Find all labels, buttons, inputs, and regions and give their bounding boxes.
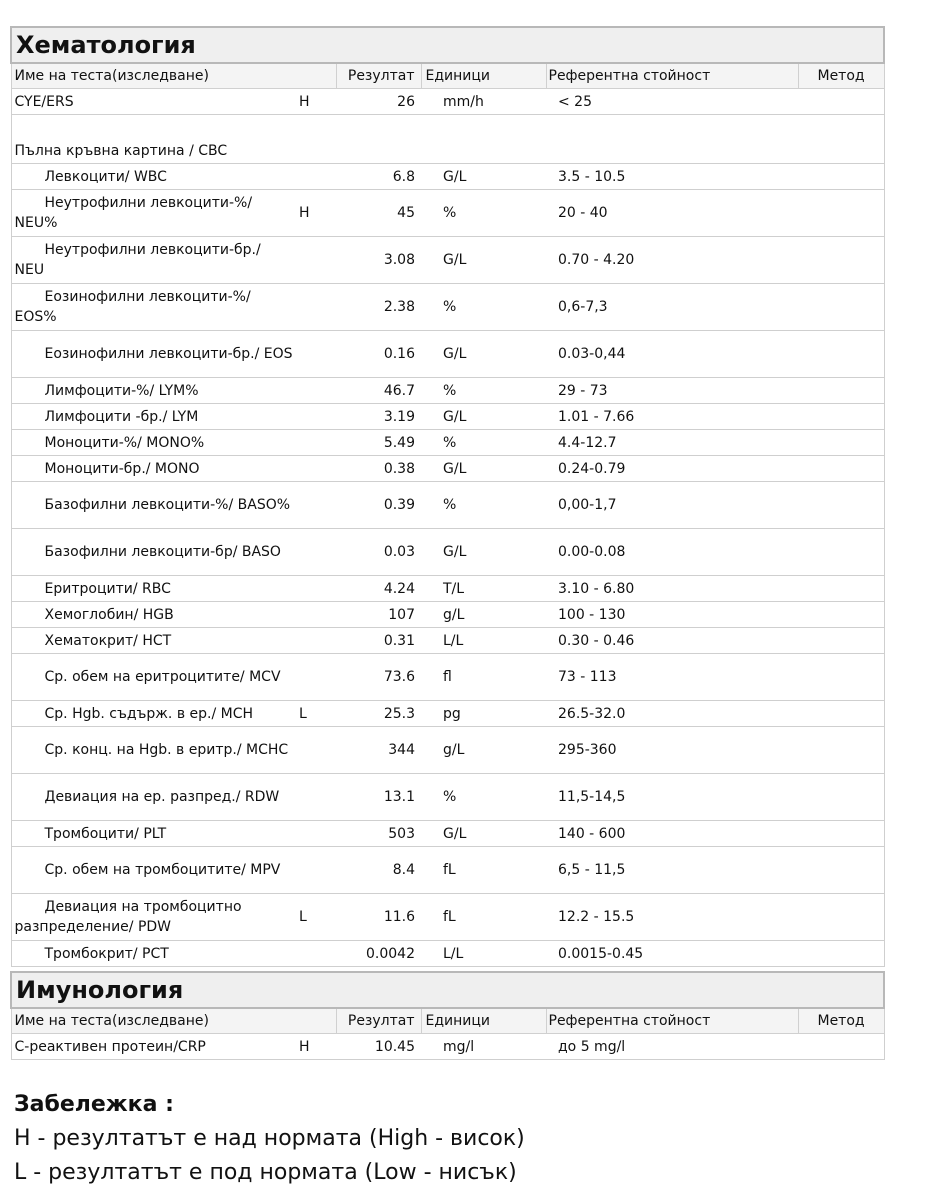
result-flag bbox=[296, 602, 336, 628]
result-units: G/L bbox=[421, 529, 546, 576]
section-title: Имунология bbox=[11, 972, 884, 1008]
test-name: Девиация на тромбоцитно разпределение/ PDW bbox=[11, 894, 296, 941]
group-label: Пълна кръвна картина / CBC bbox=[11, 115, 884, 164]
result-value: 26 bbox=[336, 89, 421, 115]
reference-range: 26.5-32.0 bbox=[546, 701, 798, 727]
method bbox=[798, 894, 884, 941]
table-row bbox=[11, 1034, 884, 1060]
reference-range: < 25 bbox=[546, 89, 798, 115]
result-flag: H bbox=[296, 1034, 336, 1060]
table-row bbox=[11, 821, 884, 847]
result-flag bbox=[296, 482, 336, 529]
result-units: G/L bbox=[421, 404, 546, 430]
result-flag bbox=[296, 404, 336, 430]
result-units: mm/h bbox=[421, 89, 546, 115]
result-value: 45 bbox=[336, 190, 421, 237]
result-flag: L bbox=[296, 701, 336, 727]
table-row bbox=[11, 164, 884, 190]
test-name: Неутрофилни левкоцити-%/ NEU% bbox=[11, 190, 296, 237]
result-value: 46.7 bbox=[336, 378, 421, 404]
table-row bbox=[11, 654, 884, 701]
results-table bbox=[10, 26, 885, 967]
result-value: 5.49 bbox=[336, 430, 421, 456]
test-name: Тромбокрит/ PCT bbox=[11, 941, 296, 967]
note-low: L - резултатът е под нормата (Low - нисък) bbox=[14, 1160, 517, 1185]
table-row bbox=[11, 602, 884, 628]
result-flag bbox=[296, 456, 336, 482]
header-reference: Референтна стойност bbox=[546, 63, 798, 89]
result-flag bbox=[296, 941, 336, 967]
header-method: Метод bbox=[798, 63, 884, 89]
header-flag bbox=[296, 1008, 336, 1034]
table-header bbox=[11, 63, 884, 89]
result-flag bbox=[296, 847, 336, 894]
result-value: 0.0042 bbox=[336, 941, 421, 967]
result-units: L/L bbox=[421, 628, 546, 654]
header-units: Единици bbox=[421, 1008, 546, 1034]
table-row bbox=[11, 237, 884, 284]
table-row bbox=[11, 430, 884, 456]
result-flag bbox=[296, 331, 336, 378]
table-row bbox=[11, 701, 884, 727]
method bbox=[798, 821, 884, 847]
method bbox=[798, 576, 884, 602]
test-name: Хематокрит/ HCT bbox=[11, 628, 296, 654]
table-row bbox=[11, 894, 884, 941]
table-row bbox=[11, 190, 884, 237]
method bbox=[798, 941, 884, 967]
result-value: 6.8 bbox=[336, 164, 421, 190]
result-value: 4.24 bbox=[336, 576, 421, 602]
reference-range: до 5 mg/l bbox=[546, 1034, 798, 1060]
result-units: pg bbox=[421, 701, 546, 727]
method bbox=[798, 654, 884, 701]
result-value: 3.19 bbox=[336, 404, 421, 430]
result-units: g/L bbox=[421, 727, 546, 774]
reference-range: 0.00-0.08 bbox=[546, 529, 798, 576]
header-reference: Референтна стойност bbox=[546, 1008, 798, 1034]
result-flag bbox=[296, 727, 336, 774]
method bbox=[798, 529, 884, 576]
header-method: Метод bbox=[798, 1008, 884, 1034]
result-value: 25.3 bbox=[336, 701, 421, 727]
test-name: Тромбоцити/ PLT bbox=[11, 821, 296, 847]
reference-range: 0,6-7,3 bbox=[546, 284, 798, 331]
table-row bbox=[11, 774, 884, 821]
method bbox=[798, 847, 884, 894]
reference-range: 20 - 40 bbox=[546, 190, 798, 237]
test-name: Девиация на ер. разпред./ RDW bbox=[11, 774, 296, 821]
result-value: 0.31 bbox=[336, 628, 421, 654]
method bbox=[798, 284, 884, 331]
result-value: 0.16 bbox=[336, 331, 421, 378]
result-units: fL bbox=[421, 847, 546, 894]
test-name: Моноцити-%/ MONO% bbox=[11, 430, 296, 456]
method bbox=[798, 331, 884, 378]
test-name: Еритроцити/ RBC bbox=[11, 576, 296, 602]
result-units: G/L bbox=[421, 237, 546, 284]
section-title: Хематология bbox=[11, 27, 884, 63]
notes-title: Забележка : bbox=[14, 1092, 174, 1117]
table-header bbox=[11, 1008, 884, 1034]
test-name: Ср. обем на еритроцитите/ MCV bbox=[11, 654, 296, 701]
result-flag bbox=[296, 576, 336, 602]
reference-range: 140 - 600 bbox=[546, 821, 798, 847]
result-flag bbox=[296, 821, 336, 847]
result-value: 10.45 bbox=[336, 1034, 421, 1060]
table-row bbox=[11, 847, 884, 894]
result-units: G/L bbox=[421, 331, 546, 378]
result-flag bbox=[296, 654, 336, 701]
method bbox=[798, 456, 884, 482]
note-high: H - резултатът е над нормата (High - висок) bbox=[14, 1126, 525, 1151]
test-name: Ср. обем на тромбоцитите/ MPV bbox=[11, 847, 296, 894]
test-name: Еозинофилни левкоцити-бр./ EOS bbox=[11, 331, 296, 378]
table-row bbox=[11, 456, 884, 482]
result-value: 503 bbox=[336, 821, 421, 847]
table-row bbox=[11, 529, 884, 576]
result-units: G/L bbox=[421, 456, 546, 482]
method bbox=[798, 701, 884, 727]
test-name: Левкоцити/ WBC bbox=[11, 164, 296, 190]
test-name: Лимфоцити -бр./ LYM bbox=[11, 404, 296, 430]
test-name: Неутрофилни левкоцити-бр./ NEU bbox=[11, 237, 296, 284]
table-row bbox=[11, 404, 884, 430]
result-flag: H bbox=[296, 190, 336, 237]
method bbox=[798, 774, 884, 821]
table-row bbox=[11, 89, 884, 115]
result-value: 11.6 bbox=[336, 894, 421, 941]
result-units: G/L bbox=[421, 164, 546, 190]
result-value: 107 bbox=[336, 602, 421, 628]
test-name: Базофилни левкоцити-%/ BASO% bbox=[11, 482, 296, 529]
reference-range: 1.01 - 7.66 bbox=[546, 404, 798, 430]
reference-range: 0,00-1,7 bbox=[546, 482, 798, 529]
reference-range: 6,5 - 11,5 bbox=[546, 847, 798, 894]
reference-range: 100 - 130 bbox=[546, 602, 798, 628]
result-value: 0.39 bbox=[336, 482, 421, 529]
reference-range: 4.4-12.7 bbox=[546, 430, 798, 456]
result-units: % bbox=[421, 430, 546, 456]
table-row bbox=[11, 378, 884, 404]
test-name: Базофилни левкоцити-бр/ BASO bbox=[11, 529, 296, 576]
test-name: Ср. конц. на Hgb. в еритр./ MCHC bbox=[11, 727, 296, 774]
result-units: % bbox=[421, 190, 546, 237]
reference-range: 3.5 - 10.5 bbox=[546, 164, 798, 190]
result-value: 8.4 bbox=[336, 847, 421, 894]
test-name: Еозинофилни левкоцити-%/ EOS% bbox=[11, 284, 296, 331]
method bbox=[798, 190, 884, 237]
reference-range: 11,5-14,5 bbox=[546, 774, 798, 821]
method bbox=[798, 430, 884, 456]
method bbox=[798, 164, 884, 190]
result-flag bbox=[296, 378, 336, 404]
reference-range: 3.10 - 6.80 bbox=[546, 576, 798, 602]
result-units: % bbox=[421, 774, 546, 821]
table-row bbox=[11, 628, 884, 654]
result-value: 0.38 bbox=[336, 456, 421, 482]
result-units: fL bbox=[421, 894, 546, 941]
header-result: Резултат bbox=[336, 1008, 421, 1034]
test-name: Моноцити-бр./ MONO bbox=[11, 456, 296, 482]
method bbox=[798, 628, 884, 654]
result-value: 344 bbox=[336, 727, 421, 774]
result-value: 3.08 bbox=[336, 237, 421, 284]
immunology-section bbox=[10, 971, 883, 1060]
test-name: С-реактивен протеин/CRP bbox=[11, 1034, 296, 1060]
table-row bbox=[11, 941, 884, 967]
result-units: % bbox=[421, 482, 546, 529]
table-row bbox=[11, 576, 884, 602]
header-name: Име на теста(изследване) bbox=[11, 63, 296, 89]
reference-range: 12.2 - 15.5 bbox=[546, 894, 798, 941]
method bbox=[798, 404, 884, 430]
method bbox=[798, 727, 884, 774]
result-flag: H bbox=[296, 89, 336, 115]
reference-range: 295-360 bbox=[546, 727, 798, 774]
result-units: G/L bbox=[421, 821, 546, 847]
result-value: 0.03 bbox=[336, 529, 421, 576]
reference-range: 73 - 113 bbox=[546, 654, 798, 701]
result-units: fl bbox=[421, 654, 546, 701]
header-name: Име на теста(изследване) bbox=[11, 1008, 296, 1034]
header-result: Резултат bbox=[336, 63, 421, 89]
reference-range: 0.03-0,44 bbox=[546, 331, 798, 378]
header-units: Единици bbox=[421, 63, 546, 89]
header-flag bbox=[296, 63, 336, 89]
result-flag bbox=[296, 164, 336, 190]
result-units: L/L bbox=[421, 941, 546, 967]
test-name: Лимфоцити-%/ LYM% bbox=[11, 378, 296, 404]
reference-range: 29 - 73 bbox=[546, 378, 798, 404]
method bbox=[798, 378, 884, 404]
result-units: % bbox=[421, 378, 546, 404]
result-flag bbox=[296, 237, 336, 284]
result-flag bbox=[296, 529, 336, 576]
method bbox=[798, 237, 884, 284]
results-table bbox=[10, 971, 885, 1060]
table-row bbox=[11, 331, 884, 378]
method bbox=[798, 602, 884, 628]
reference-range: 0.30 - 0.46 bbox=[546, 628, 798, 654]
method bbox=[798, 89, 884, 115]
reference-range: 0.0015-0.45 bbox=[546, 941, 798, 967]
hematology-section bbox=[10, 26, 883, 967]
result-units: T/L bbox=[421, 576, 546, 602]
result-flag bbox=[296, 774, 336, 821]
result-flag bbox=[296, 628, 336, 654]
result-flag: L bbox=[296, 894, 336, 941]
table-row bbox=[11, 727, 884, 774]
result-flag bbox=[296, 430, 336, 456]
table-row bbox=[11, 115, 884, 164]
method bbox=[798, 482, 884, 529]
table-row bbox=[11, 284, 884, 331]
test-name: Хемоглобин/ HGB bbox=[11, 602, 296, 628]
result-value: 2.38 bbox=[336, 284, 421, 331]
result-value: 73.6 bbox=[336, 654, 421, 701]
legend-notes bbox=[14, 1088, 525, 1190]
result-flag bbox=[296, 284, 336, 331]
table-row bbox=[11, 482, 884, 529]
method bbox=[798, 1034, 884, 1060]
result-units: % bbox=[421, 284, 546, 331]
result-value: 13.1 bbox=[336, 774, 421, 821]
result-units: mg/l bbox=[421, 1034, 546, 1060]
result-units: g/L bbox=[421, 602, 546, 628]
test-name: CYE/ERS bbox=[11, 89, 296, 115]
test-name: Ср. Hgb. съдърж. в ер./ MCH bbox=[11, 701, 296, 727]
reference-range: 0.24-0.79 bbox=[546, 456, 798, 482]
reference-range: 0.70 - 4.20 bbox=[546, 237, 798, 284]
